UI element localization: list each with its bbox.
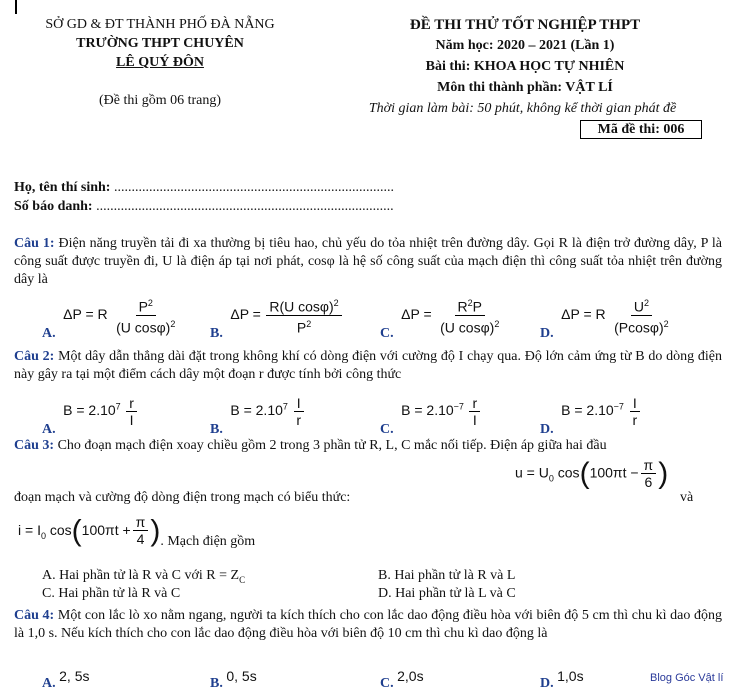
student-id-row <box>14 199 394 215</box>
q3-option-d: D. Hai phần tử là L và C <box>378 586 516 601</box>
question-3 <box>14 437 722 455</box>
q1-option-b-letter: B. <box>210 325 223 341</box>
question-2 <box>14 348 722 384</box>
q3-option-c: C. Hai phần tử là R và C <box>42 586 181 601</box>
question-1 <box>14 235 722 289</box>
q2-option-c-letter: C. <box>380 422 394 438</box>
question-3-line2: đoạn mạch và cường độ dòng điện trong mạch có biểu thức: <box>14 490 351 505</box>
q4-option-c-value: 2,0s <box>397 668 424 684</box>
watermark: Blog Góc Vật lí <box>650 672 724 684</box>
question-3-and: và <box>680 490 694 505</box>
q2-option-b-letter: B. <box>210 422 223 438</box>
q4-option-d <box>540 668 584 691</box>
q2-option-a-letter: A. <box>42 422 56 438</box>
exam-title: ĐỀ THI THỬ TỐT NGHIỆP THPT <box>409 17 641 33</box>
q4-option-a-letter: A. <box>42 676 56 691</box>
question-3-text: Cho đoạn mạch điện xoay chiều gồm 2 trong 3 phần tử R, L, C mắc nối tiếp. Điện áp giữa hai đầu <box>54 438 607 453</box>
q3-option-a <box>42 568 245 585</box>
time-note: Thời gian làm bài: 50 phút, không kể thời gian phát đề <box>368 101 677 116</box>
question-1-text: Điện năng truyền tải đi xa thường bị tiêu hao, chủ yếu do tỏa nhiệt trên đường dây. Gọi R là điện trở đường dây, P là công suất được truyền đi, U là điện áp tại nơi phát, cosφ là hệ số công suất của mạch điện thì công suất tỏa nhiệt trên đường dây là <box>14 236 722 287</box>
question-3-label: Câu 3: <box>14 438 55 453</box>
question-4-text: Một con lắc lò xo nằm ngang, người ta kích thích cho con lắc dao động điều hòa với biên độ 5 cm thì chu kì dao động là 1,0 s. Nếu kích thích cho con lắc dao động điều hòa với biên độ 10 cm thì chu kì dao động là <box>14 608 723 641</box>
student-id-dots: ..................................................................................... <box>96 199 394 214</box>
q4-option-b <box>210 668 257 691</box>
q1-option-a-letter: A. <box>42 325 56 341</box>
q3-option-b: B. Hai phần tử là R và L <box>378 568 516 583</box>
exam-code-box: Mã đề thi: 006 <box>580 120 702 139</box>
subject: Môn thi thành phần: VẬT LÍ <box>437 80 613 95</box>
q4-option-d-value: 1,0s <box>557 668 584 684</box>
question-1-label: Câu 1: <box>14 236 55 251</box>
question-4 <box>14 607 722 643</box>
school-year: Năm học: 2020 – 2021 (Lần 1) <box>435 38 615 53</box>
q4-option-b-letter: B. <box>210 676 223 691</box>
q4-option-a <box>42 668 90 691</box>
q2-option-b: B. $B = 2.10^7$ $\frac{I}{r}$ <box>210 396 306 428</box>
student-name-dots: ................................................................................ <box>113 180 394 195</box>
q2-option-d: D. $B = 2.10^{-7}$ $\frac{I}{r}$ <box>540 396 642 428</box>
student-id-label: Số báo danh: <box>14 199 97 214</box>
voltage-formula: $u = U_0$ cos(100πt − $\frac{\pi}{6}$ ) <box>515 457 669 490</box>
q1-option-d: D. ΔP = R $\frac{U^2}{(Pcos\varphi)^2}$ <box>540 298 669 341</box>
q1-option-b: B. ΔP = $\frac{R(U \cos\varphi)^2}{P^2}$ <box>210 296 344 335</box>
question-3-tail: . Mạch điện gồm <box>160 533 256 549</box>
q1-option-c: C. ΔP = $\frac{R^2P}{(U \cos\varphi)^2}$ <box>380 298 500 341</box>
dept-name: SỞ GD & ĐT THÀNH PHỐ ĐÀ NẴNG <box>45 17 275 32</box>
q4-option-b-value: 0, 5s <box>226 668 257 684</box>
q1-option-c-letter: C. <box>380 325 394 341</box>
q2-option-a: A. $B = 2.10^7$ $\frac{r}{I}$ <box>42 396 139 428</box>
q3-option-a-sub: C <box>239 574 246 585</box>
pages-note: (Đề thi gồm 06 trang) <box>98 93 222 108</box>
current-formula-row: $i = I_0$ cos(100πt + $\frac{\pi}{4}$ ). Mạch điện gồm <box>18 514 256 549</box>
q4-option-a-value: 2, 5s <box>59 668 90 684</box>
q4-option-c-letter: C. <box>380 676 394 691</box>
q2-option-c: C. $B = 2.10^{-7}$ $\frac{r}{I}$ <box>380 396 482 428</box>
text-cursor <box>15 0 17 14</box>
q1-option-d-letter: D. <box>540 325 554 341</box>
subject-group: Bài thi: KHOA HỌC TỰ NHIÊN <box>425 59 625 74</box>
q3-option-a-text: A. Hai phần tử là R và C với R = Z <box>42 568 240 583</box>
q2-option-d-letter: D. <box>540 422 554 438</box>
q4-option-c <box>380 668 424 691</box>
q1-option-a: A. ΔP = R $\frac{P^2}{(U \cos\varphi)^2}$ <box>42 298 176 341</box>
school-name-1: TRƯỜNG THPT CHUYÊN <box>76 36 244 51</box>
school-name-2: LÊ QUÝ ĐÔN <box>116 55 204 70</box>
question-2-label: Câu 2: <box>14 349 55 364</box>
question-4-label: Câu 4: <box>14 608 55 623</box>
student-name-row <box>14 180 394 196</box>
student-name-label: Họ, tên thí sinh: <box>14 180 114 195</box>
q4-option-d-letter: D. <box>540 676 554 691</box>
question-2-text: Một dây dẫn thẳng dài đặt trong không khí có dòng điện với cường độ I chạy qua. Độ lớn cảm ứng từ B do dòng điện này gây ra tại một điểm cách dây một đoạn r được tính bởi công thức <box>14 349 722 382</box>
